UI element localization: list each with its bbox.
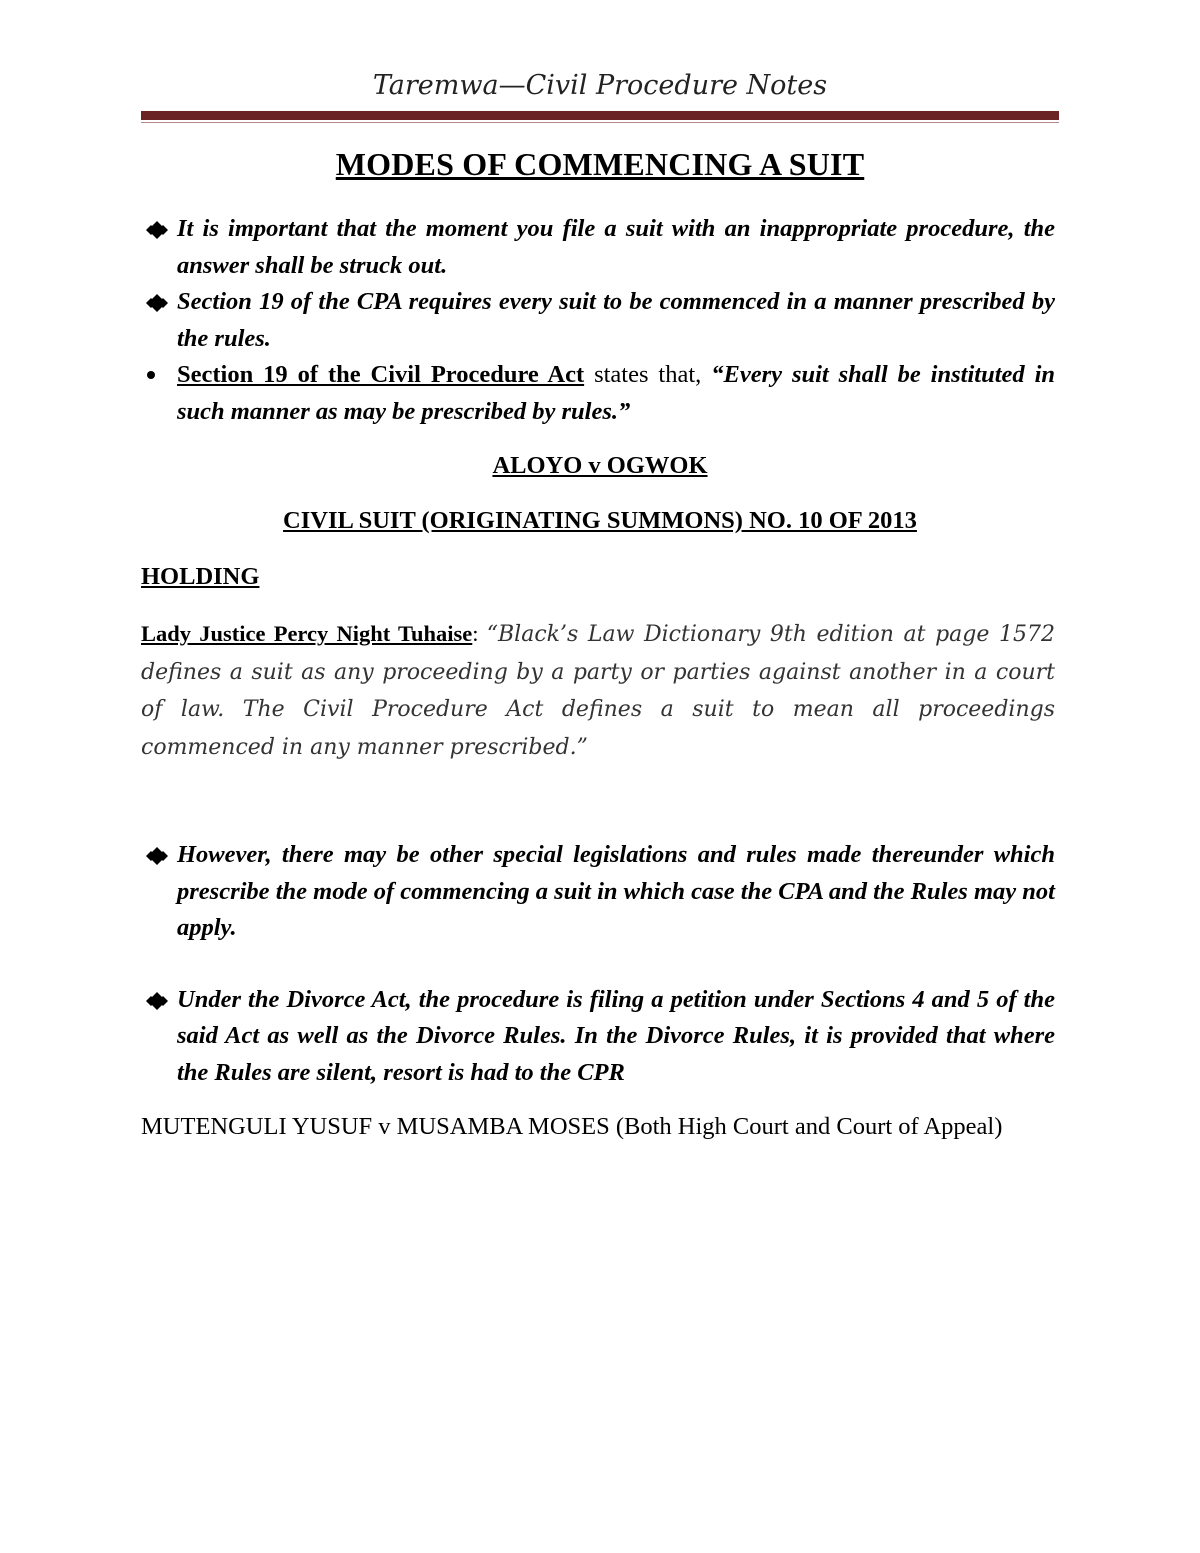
list-item [141,357,1055,430]
list-item [141,837,1055,947]
case-name: ALOYO v OGWOK [492,452,708,479]
header-rule-thin [141,122,1059,123]
bullet-list-1 [141,211,1055,430]
holding-paragraph [141,616,1055,766]
case-number: CIVIL SUIT (ORIGINATING SUMMONS) NO. 10 OF 2013 [283,507,917,534]
list-item [141,211,1055,284]
judge-name: Lady Justice Percy Night Tuhaise [141,621,473,646]
list-item-text: Under the Divorce Act, the procedure is filing a petition under Sections 4 and 5 of the said Act as well as the Divorce Rules. In the Divorce Rules, it is provided that where the Rules are silent, resort is had to the CPR [177,985,1055,1086]
list-item [141,982,1055,1092]
document-title: MODES OF COMMENCING A SUIT [335,146,865,182]
statute-quote: “Every suit shall be instituted in such manner as may be prescribed by rules.” [177,361,1055,425]
diamond-bullet-icon [144,846,170,866]
diamond-bullet-icon [144,293,170,313]
header-rule-thick [141,111,1059,120]
dot-bullet-icon [147,371,155,379]
diamond-bullet-icon [144,991,170,1011]
statute-reference: Section 19 of the Civil Procedure Act [177,361,585,388]
list-item-text: Section 19 of the CPA requires every suit to be commenced in a manner prescribed by the rules. [177,288,1055,352]
page-header-title: Taremwa—Civil Procedure Notes [372,70,828,101]
list-item-middle-text: states that, [584,361,712,388]
list-item-text: It is important that the moment you file a suit with an inappropriate procedure, the answer shall be struck out. [177,215,1055,279]
diamond-bullet-icon [144,220,170,240]
bullet-list-2 [141,837,1055,1091]
holding-heading: HOLDING [141,563,260,590]
closing-case-reference: MUTENGULI YUSUF v MUSAMBA MOSES (Both High Court and Court of Appeal) [141,1113,1003,1140]
judge-colon: : [472,621,487,646]
list-item [141,284,1055,357]
list-item-text: However, there may be other special legislations and rules made thereunder which prescribe the mode of commencing a suit in which case the CPA and the Rules may not apply. [177,841,1055,941]
holding-quote: “Black’s Law Dictionary 9th edition at page 1572 defines a suit as any proceeding by a party or parties against another in a court of law. The Civil Procedure Act defines a suit to mean all proceedings commenced in any manner prescribed.” [141,622,1055,760]
